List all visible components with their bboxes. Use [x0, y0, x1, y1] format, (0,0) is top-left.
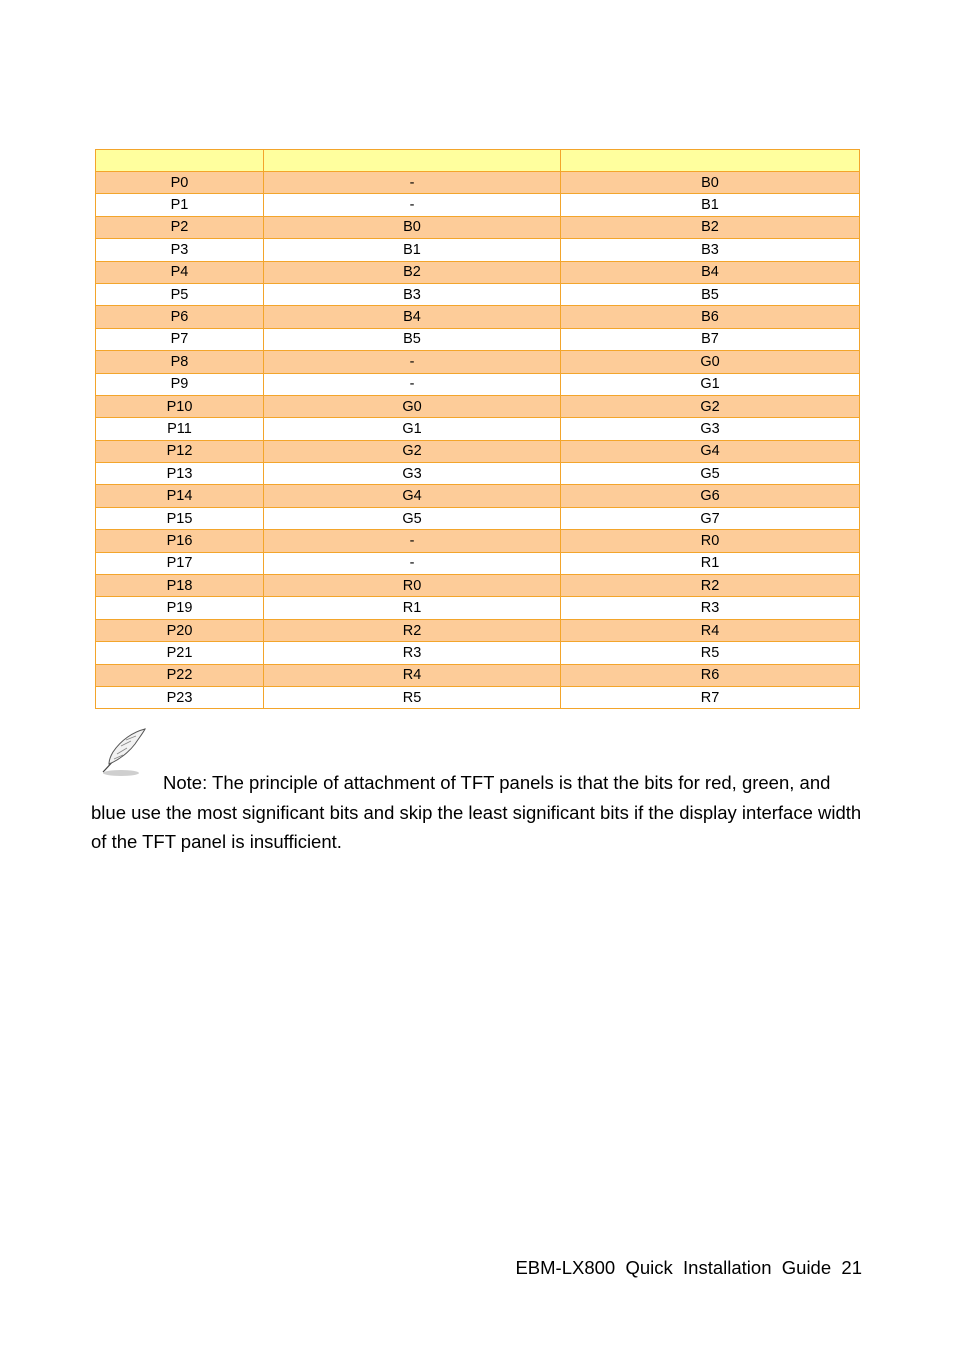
pin-mapping-table	[95, 149, 860, 709]
table-cell: P22	[96, 664, 264, 686]
table-cell: R3	[561, 597, 860, 619]
table-row	[96, 575, 860, 597]
table-cell: -	[264, 351, 561, 373]
table-cell: B7	[561, 328, 860, 350]
table-cell: G0	[264, 395, 561, 417]
table-body	[96, 172, 860, 709]
table-cell: R4	[561, 619, 860, 641]
table-cell: P1	[96, 194, 264, 216]
table-cell: G1	[264, 418, 561, 440]
table-cell: G4	[561, 440, 860, 462]
table-row	[96, 507, 860, 529]
table-row	[96, 328, 860, 350]
table-row	[96, 172, 860, 194]
table-cell: -	[264, 552, 561, 574]
table-cell: G4	[264, 485, 561, 507]
table-cell: G2	[264, 440, 561, 462]
table-header-row	[96, 150, 860, 172]
table-row	[96, 283, 860, 305]
table-cell: B1	[561, 194, 860, 216]
header-cell	[264, 150, 561, 172]
table-row	[96, 373, 860, 395]
table-cell: G1	[561, 373, 860, 395]
table-cell: G5	[264, 507, 561, 529]
table-cell: R0	[264, 575, 561, 597]
header-cell	[96, 150, 264, 172]
table-cell: -	[264, 172, 561, 194]
table-cell: B0	[561, 172, 860, 194]
table-cell: B4	[561, 261, 860, 283]
table-row	[96, 642, 860, 664]
table-cell: P5	[96, 283, 264, 305]
table-row	[96, 664, 860, 686]
table-cell: P6	[96, 306, 264, 328]
table-row	[96, 530, 860, 552]
table-cell: P4	[96, 261, 264, 283]
table-cell: P17	[96, 552, 264, 574]
table-cell: B6	[561, 306, 860, 328]
table-cell: B2	[561, 216, 860, 238]
table-cell: P23	[96, 686, 264, 708]
table-cell: G2	[561, 395, 860, 417]
table-cell: R0	[561, 530, 860, 552]
table-row	[96, 239, 860, 261]
table-cell: G0	[561, 351, 860, 373]
table-cell: P0	[96, 172, 264, 194]
page-footer: EBM-LX800 Quick Installation Guide 21	[515, 1257, 862, 1278]
table-cell: R5	[264, 686, 561, 708]
table-row	[96, 216, 860, 238]
table-cell: P2	[96, 216, 264, 238]
table-cell: R1	[561, 552, 860, 574]
table-cell: P15	[96, 507, 264, 529]
note-text: Note: The principle of attachment of TFT panels is that the bits for red, green, and blue use the most significant bits and skip the least significant bits if the display interface width of the TFT panel is insufficient.	[91, 772, 862, 852]
table-row	[96, 552, 860, 574]
table-cell: P13	[96, 463, 264, 485]
table-row	[96, 463, 860, 485]
table-row	[96, 485, 860, 507]
table-cell: B3	[264, 283, 561, 305]
table-cell: G5	[561, 463, 860, 485]
table-cell: B5	[561, 283, 860, 305]
table-cell: P18	[96, 575, 264, 597]
table-cell: R2	[264, 619, 561, 641]
table-cell: B5	[264, 328, 561, 350]
table-cell: P7	[96, 328, 264, 350]
header-cell	[561, 150, 860, 172]
table-cell: P19	[96, 597, 264, 619]
table-cell: R6	[561, 664, 860, 686]
table-cell: G6	[561, 485, 860, 507]
note-paragraph	[91, 768, 866, 857]
table-cell: B1	[264, 239, 561, 261]
table-row	[96, 194, 860, 216]
table-row	[96, 418, 860, 440]
table-row	[96, 597, 860, 619]
table-cell: R3	[264, 642, 561, 664]
table-cell: R1	[264, 597, 561, 619]
table-row	[96, 261, 860, 283]
table-row	[96, 440, 860, 462]
table-cell: R5	[561, 642, 860, 664]
table-cell: -	[264, 530, 561, 552]
table-cell: G3	[561, 418, 860, 440]
table-cell: -	[264, 373, 561, 395]
table-cell: P16	[96, 530, 264, 552]
table-cell: P3	[96, 239, 264, 261]
table-cell: R4	[264, 664, 561, 686]
table-cell: P10	[96, 395, 264, 417]
table-cell: P12	[96, 440, 264, 462]
table-cell: R7	[561, 686, 860, 708]
table-cell: B0	[264, 216, 561, 238]
table-cell: P20	[96, 619, 264, 641]
table-cell: R2	[561, 575, 860, 597]
table-cell: P9	[96, 373, 264, 395]
table-row	[96, 686, 860, 708]
table-row	[96, 351, 860, 373]
table-cell: B4	[264, 306, 561, 328]
table-cell: G3	[264, 463, 561, 485]
table-cell: P11	[96, 418, 264, 440]
table-row	[96, 395, 860, 417]
table-cell: G7	[561, 507, 860, 529]
table-cell: P8	[96, 351, 264, 373]
table-row	[96, 619, 860, 641]
table-row	[96, 306, 860, 328]
table-cell: P14	[96, 485, 264, 507]
table-cell: -	[264, 194, 561, 216]
table-cell: B3	[561, 239, 860, 261]
table-cell: B2	[264, 261, 561, 283]
table-cell: P21	[96, 642, 264, 664]
